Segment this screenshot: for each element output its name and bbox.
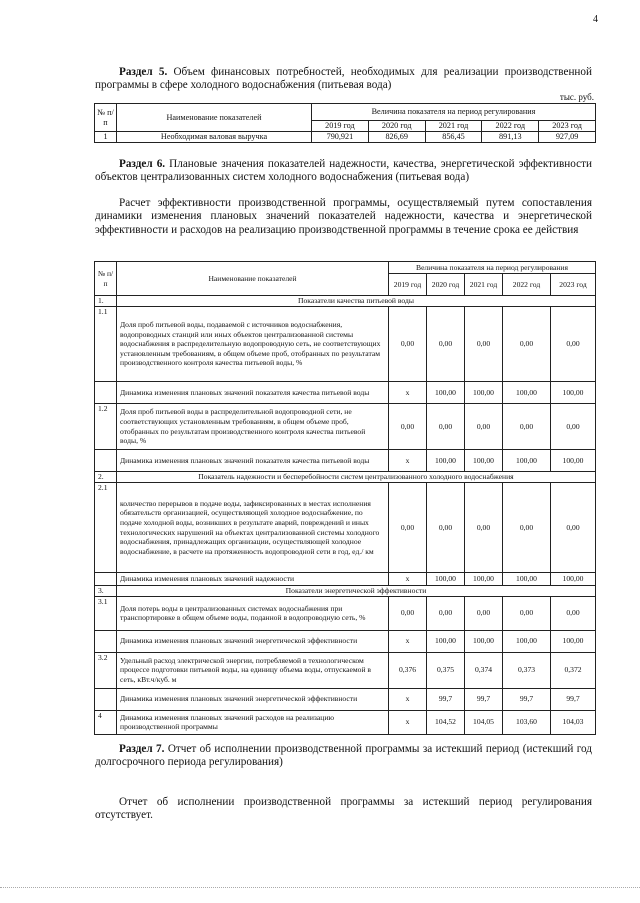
table-section-row xyxy=(95,472,596,483)
t2-value: 0,00 xyxy=(427,596,465,630)
t2-value: 100,00 xyxy=(503,573,551,586)
table-row xyxy=(95,710,596,734)
t2-value: х xyxy=(389,630,427,652)
t1-year: 2019 год xyxy=(312,121,369,132)
t2-year: 2023 год xyxy=(551,274,596,296)
t2-row-name: Динамика изменения плановых значений энергетической эффективности xyxy=(117,630,389,652)
t2-year: 2019 год xyxy=(389,274,427,296)
table-row xyxy=(95,652,596,688)
t2-value: 100,00 xyxy=(551,573,596,586)
t2-value: 99,7 xyxy=(465,688,503,710)
t2-value: 0,00 xyxy=(465,307,503,382)
t1-value: 790,921 xyxy=(312,132,369,143)
t2-value: 100,00 xyxy=(427,450,465,472)
t2-value: 104,03 xyxy=(551,710,596,734)
t2-value: 104,05 xyxy=(465,710,503,734)
t2-row-name: Динамика изменения плановых значений энергетической эффективности xyxy=(117,688,389,710)
table-row xyxy=(95,450,596,472)
t2-value: 0,00 xyxy=(427,483,465,573)
section7-title-rest: Отчет об исполнении производственной программы за истекший период (истекший год долгосрочного периода регулирования) xyxy=(95,743,592,769)
section5-table xyxy=(94,103,596,143)
t1-year: 2021 год xyxy=(425,121,482,132)
t1-year: 2023 год xyxy=(539,121,596,132)
section7-title-bold: Раздел 7. xyxy=(119,743,165,755)
table-row xyxy=(95,573,596,586)
t2-value: 0,00 xyxy=(551,404,596,450)
section5-title-bold: Раздел 5. xyxy=(119,66,168,78)
t2-value: 0,00 xyxy=(503,404,551,450)
t1-header-name: Наименование показателей xyxy=(117,104,312,132)
t1-value: 891,13 xyxy=(482,132,539,143)
t1-row-num: 1 xyxy=(95,132,117,143)
t2-value: 0,00 xyxy=(465,483,503,573)
table-row xyxy=(95,307,596,382)
t1-year: 2022 год xyxy=(482,121,539,132)
scan-edge-line xyxy=(0,887,640,888)
section5-unit: тыс. руб. xyxy=(559,92,594,102)
t2-value: 0,00 xyxy=(389,404,427,450)
t2-row-name: Динамика изменения плановых значений показателя качества питьевой воды xyxy=(117,382,389,404)
table-section-row xyxy=(95,585,596,596)
t1-header-num: № п/п xyxy=(95,104,117,132)
table-row xyxy=(95,483,596,573)
t2-value: 0,00 xyxy=(389,596,427,630)
t2-value: 0,376 xyxy=(389,652,427,688)
t2-value: 100,00 xyxy=(551,382,596,404)
t2-row-name: Доля проб питьевой воды в распределительной водопроводной сети, не соответствующих установленным требованиям, в общем объеме проб, отобранных по результатам производственного контроля качества питьевой воды, % xyxy=(117,404,389,450)
page-number: 4 xyxy=(593,14,598,25)
t2-section-num: 3. xyxy=(95,585,117,596)
t2-value: 0,375 xyxy=(427,652,465,688)
table-row xyxy=(95,404,596,450)
t2-row-num: 3.2 xyxy=(95,652,117,688)
t1-row-name: Необходимая валовая выручка xyxy=(117,132,312,143)
table-row xyxy=(95,132,596,143)
t2-value: 100,00 xyxy=(503,450,551,472)
t2-value: 0,00 xyxy=(427,404,465,450)
table-row xyxy=(95,688,596,710)
t1-value: 826,69 xyxy=(368,132,425,143)
t2-section-title: Показатели качества питьевой воды xyxy=(117,296,596,307)
t2-value: 0,373 xyxy=(503,652,551,688)
t2-year: 2021 год xyxy=(465,274,503,296)
t2-value: 0,00 xyxy=(551,483,596,573)
t1-value: 927,09 xyxy=(539,132,596,143)
t2-value: 99,7 xyxy=(551,688,596,710)
t2-value: 100,00 xyxy=(465,630,503,652)
t2-year: 2020 год xyxy=(427,274,465,296)
section5-heading xyxy=(95,66,592,93)
t2-value: х xyxy=(389,450,427,472)
t2-value: 100,00 xyxy=(427,630,465,652)
t2-row-name: Доля проб питьевой воды, подаваемой с источников водоснабжения, водопроводных станций или иных объектов централизованной системы водоснабжения в распределительную водопроводную сеть, не соответствующих установленным требованиям, в общем объеме проб, отобранных по результатам производственного контроля качества питьевой воды, % xyxy=(117,307,389,382)
table-row xyxy=(95,630,596,652)
t2-row-num: 2.1 xyxy=(95,483,117,573)
t2-value: 0,372 xyxy=(551,652,596,688)
t2-header-name: Наименование показателей xyxy=(117,262,389,296)
t2-value: 0,00 xyxy=(551,596,596,630)
t2-value: 100,00 xyxy=(551,450,596,472)
section6-table xyxy=(94,261,596,735)
table-row xyxy=(95,382,596,404)
t2-value: 100,00 xyxy=(427,573,465,586)
t2-value: 0,00 xyxy=(389,483,427,573)
t2-value: х xyxy=(389,573,427,586)
t2-row-num: 1.1 xyxy=(95,307,117,382)
t2-section-num: 1. xyxy=(95,296,117,307)
t2-row-name: Доля потерь воды в централизованных системах водоснабжения при транспортировке в общем объеме воды, поданной в водопроводную сеть, % xyxy=(117,596,389,630)
t2-value: х xyxy=(389,382,427,404)
t2-value: 100,00 xyxy=(465,382,503,404)
t2-value: 0,374 xyxy=(465,652,503,688)
t2-row-name: Динамика изменения плановых значений показателя качества питьевой воды xyxy=(117,450,389,472)
t1-value: 856,45 xyxy=(425,132,482,143)
t2-value: 0,00 xyxy=(503,307,551,382)
section7-paragraph: Отчет об исполнении производственной программы за истекший период регулирования отсутствует. xyxy=(95,796,592,822)
t2-value: 100,00 xyxy=(551,630,596,652)
t2-value: 0,00 xyxy=(427,307,465,382)
t2-value: 0,00 xyxy=(465,404,503,450)
t2-row-name: количество перерывов в подаче воды, зафиксированных в местах исполнения обязательств организацией, осуществляющей холодное водоснабжение, по подаче холодной воды, возникших в результате аварий, повреждений и иных технологических нарушений на объектах централизованной системы холодного водоснабжения, принадлежащих организации, осуществляющей холодное водоснабжение, в расчете на протяженность водопроводной сети в год, ед./ км xyxy=(117,483,389,573)
t2-value: 100,00 xyxy=(465,450,503,472)
t2-value: 99,7 xyxy=(427,688,465,710)
t2-value: 0,00 xyxy=(551,307,596,382)
t2-value: 100,00 xyxy=(465,573,503,586)
table-section-row xyxy=(95,296,596,307)
section6-title-bold: Раздел 6. xyxy=(119,158,166,170)
t2-value: 100,00 xyxy=(503,382,551,404)
t2-value: 100,00 xyxy=(503,630,551,652)
t2-row-name: Динамика изменения плановых значений расходов на реализацию производственной программы xyxy=(117,710,389,734)
t2-section-title: Показатели энергетической эффективности xyxy=(117,585,596,596)
section6-paragraph: Расчет эффективности производственной программы, осуществляемый путем сопоставления динамики изменения плановых значений показателей надежности, качества и энергетической эффективности и расходов на реализацию производственной программы в течение срока ее действия xyxy=(95,197,592,236)
t2-value: 100,00 xyxy=(427,382,465,404)
t2-value: 0,00 xyxy=(465,596,503,630)
t2-row-name: Удельный расход электрической энергии, потребляемой в технологическом процессе подготовки питьевой воды, на единицу объема воды, отпускаемой в сеть, кВт.ч/куб. м xyxy=(117,652,389,688)
t2-value: 0,00 xyxy=(389,307,427,382)
table-row xyxy=(95,596,596,630)
t2-value: 104,52 xyxy=(427,710,465,734)
t2-value: 103,60 xyxy=(503,710,551,734)
t2-value: 0,00 xyxy=(503,483,551,573)
t2-value: х xyxy=(389,710,427,734)
section6-title-rest: Плановые значения показателей надежности, качества, энергетической эффективности объектов централизованных систем холодного водоснабжения (питьевая вода) xyxy=(95,158,592,184)
t2-row-num: 3.1 xyxy=(95,596,117,630)
t2-row-name: Динамика изменения плановых значений надежности xyxy=(117,573,389,586)
t1-header-period: Величина показателя на период регулирования xyxy=(312,104,596,121)
section7-heading xyxy=(95,743,592,770)
t2-value: 0,00 xyxy=(503,596,551,630)
t2-value: х xyxy=(389,688,427,710)
t2-section-title: Показатель надежности и бесперебойности систем централизованного холодного водоснабжения xyxy=(117,472,596,483)
section5-title-rest: Объем финансовых потребностей, необходимых для реализации производственной программы в сфере холодного водоснабжения (питьевая вода) xyxy=(95,66,593,92)
t2-row-num: 1.2 xyxy=(95,404,117,450)
t2-section-num: 2. xyxy=(95,472,117,483)
t2-year: 2022 год xyxy=(503,274,551,296)
t1-year: 2020 год xyxy=(368,121,425,132)
t2-value: 99,7 xyxy=(503,688,551,710)
t2-row-num: 4 xyxy=(95,710,117,734)
t2-header-period: Величина показателя на период регулирования xyxy=(389,262,596,274)
section6-heading xyxy=(95,158,592,185)
t2-header-num: № п/п xyxy=(95,262,117,296)
